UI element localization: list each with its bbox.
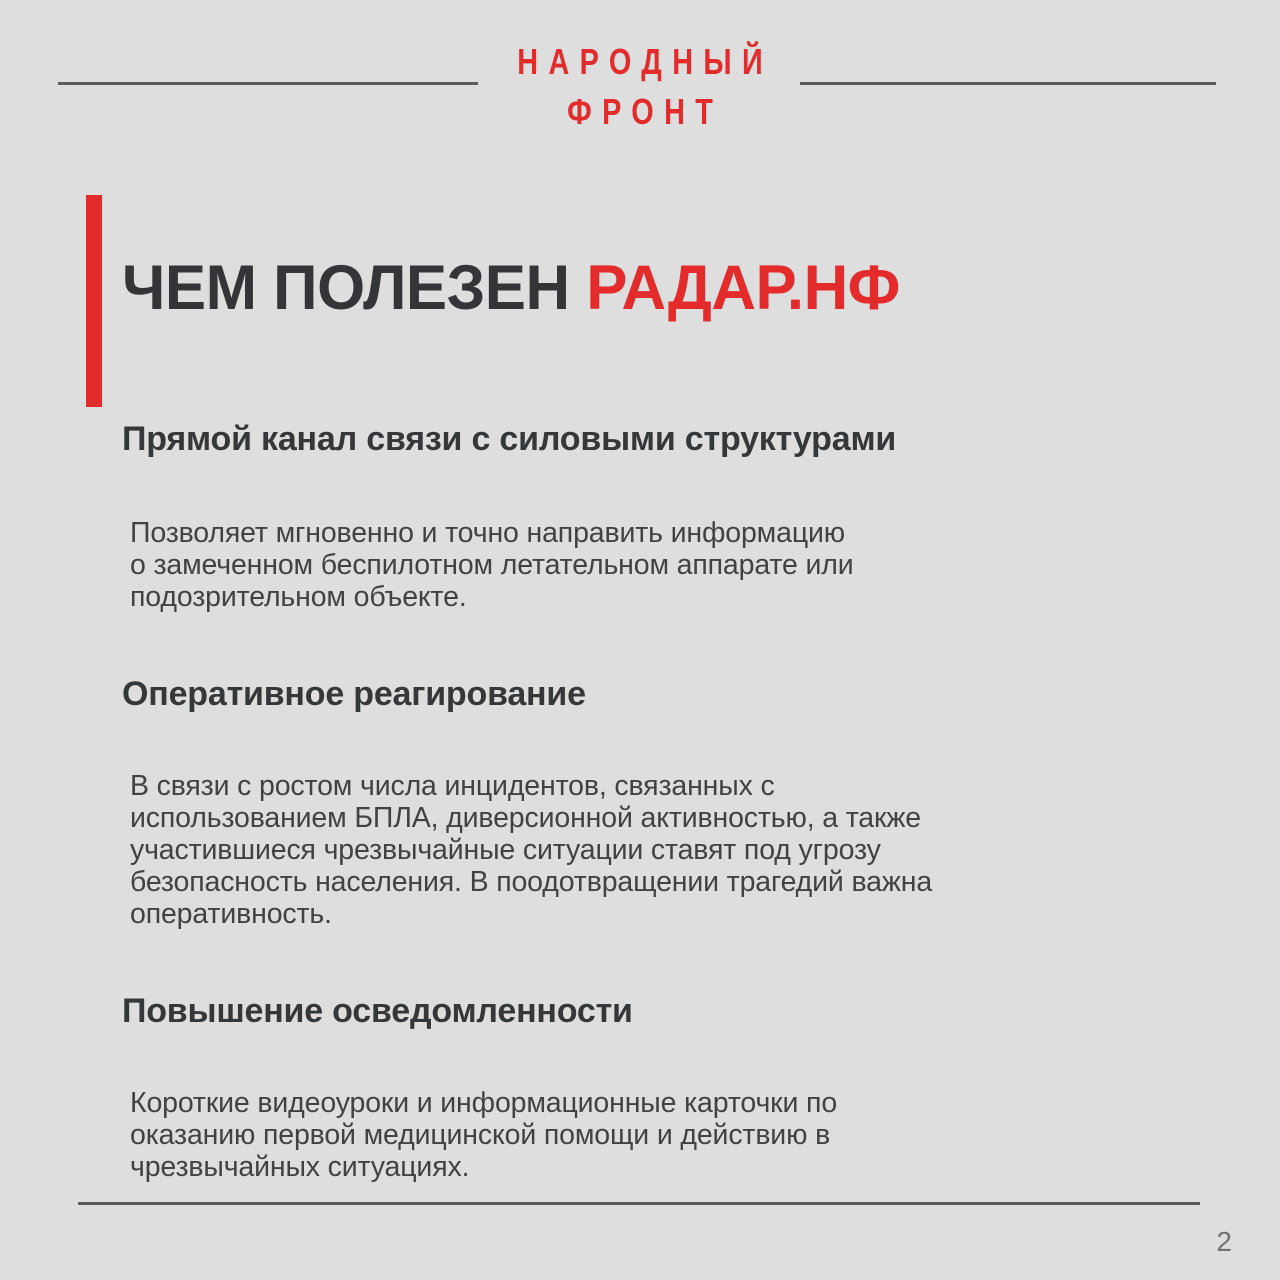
section-body — [0, 770, 1260, 930]
page-title — [122, 255, 900, 321]
section-body — [0, 517, 1260, 613]
section-heading: Повышение осведомленности — [122, 992, 633, 1031]
section-body-line: безопасность населения. В поодотвращении трагедий важна — [130, 866, 933, 899]
page-title-accent: РАДАР.НФ — [586, 253, 900, 323]
section-body-line: Короткие видеоуроки и информационные карточки по — [130, 1087, 838, 1120]
title-block — [86, 195, 1186, 407]
page-title-primary: ЧЕМ ПОЛЕЗЕН — [122, 253, 587, 323]
section-body-line: подозрительном объекте. — [130, 581, 467, 614]
section-direct-channel — [0, 420, 1280, 613]
footer-rule — [78, 1202, 1200, 1205]
section-rapid-response — [0, 675, 1280, 930]
section-body-line: оперативность. — [130, 898, 332, 931]
title-accent-bar — [86, 195, 102, 407]
section-body-line: чрезвычайных ситуациях. — [130, 1151, 470, 1184]
section-heading: Оперативное реагирование — [122, 675, 586, 714]
section-body-line: Позволяет мгновенно и точно направить информацию — [130, 517, 845, 550]
section-awareness — [0, 992, 1280, 1183]
brand-header — [0, 0, 1280, 150]
brand-logo-line-1: НАРОДНЫЙ — [517, 41, 774, 82]
section-heading: Прямой канал связи с силовыми структурами — [122, 420, 897, 458]
brand-logo-line-2: ФРОНТ — [567, 91, 724, 132]
section-body-line: о замеченном беспилотном летательном аппарате или — [130, 549, 854, 582]
brand-logo — [0, 41, 1280, 132]
section-body-line: оказанию первой медицинской помощи и действию в — [130, 1119, 831, 1152]
sections-list — [0, 420, 1280, 1183]
section-body — [0, 1087, 1260, 1183]
section-body-line: использованием БПЛА, диверсионной активностью, а также — [130, 802, 921, 835]
section-body-line: участившиеся чрезвычайные ситуации ставят под угрозу — [130, 834, 881, 867]
section-body-line: В связи с ростом числа инцидентов, связанных с — [130, 770, 775, 803]
page-number: 2 — [1216, 1226, 1232, 1257]
